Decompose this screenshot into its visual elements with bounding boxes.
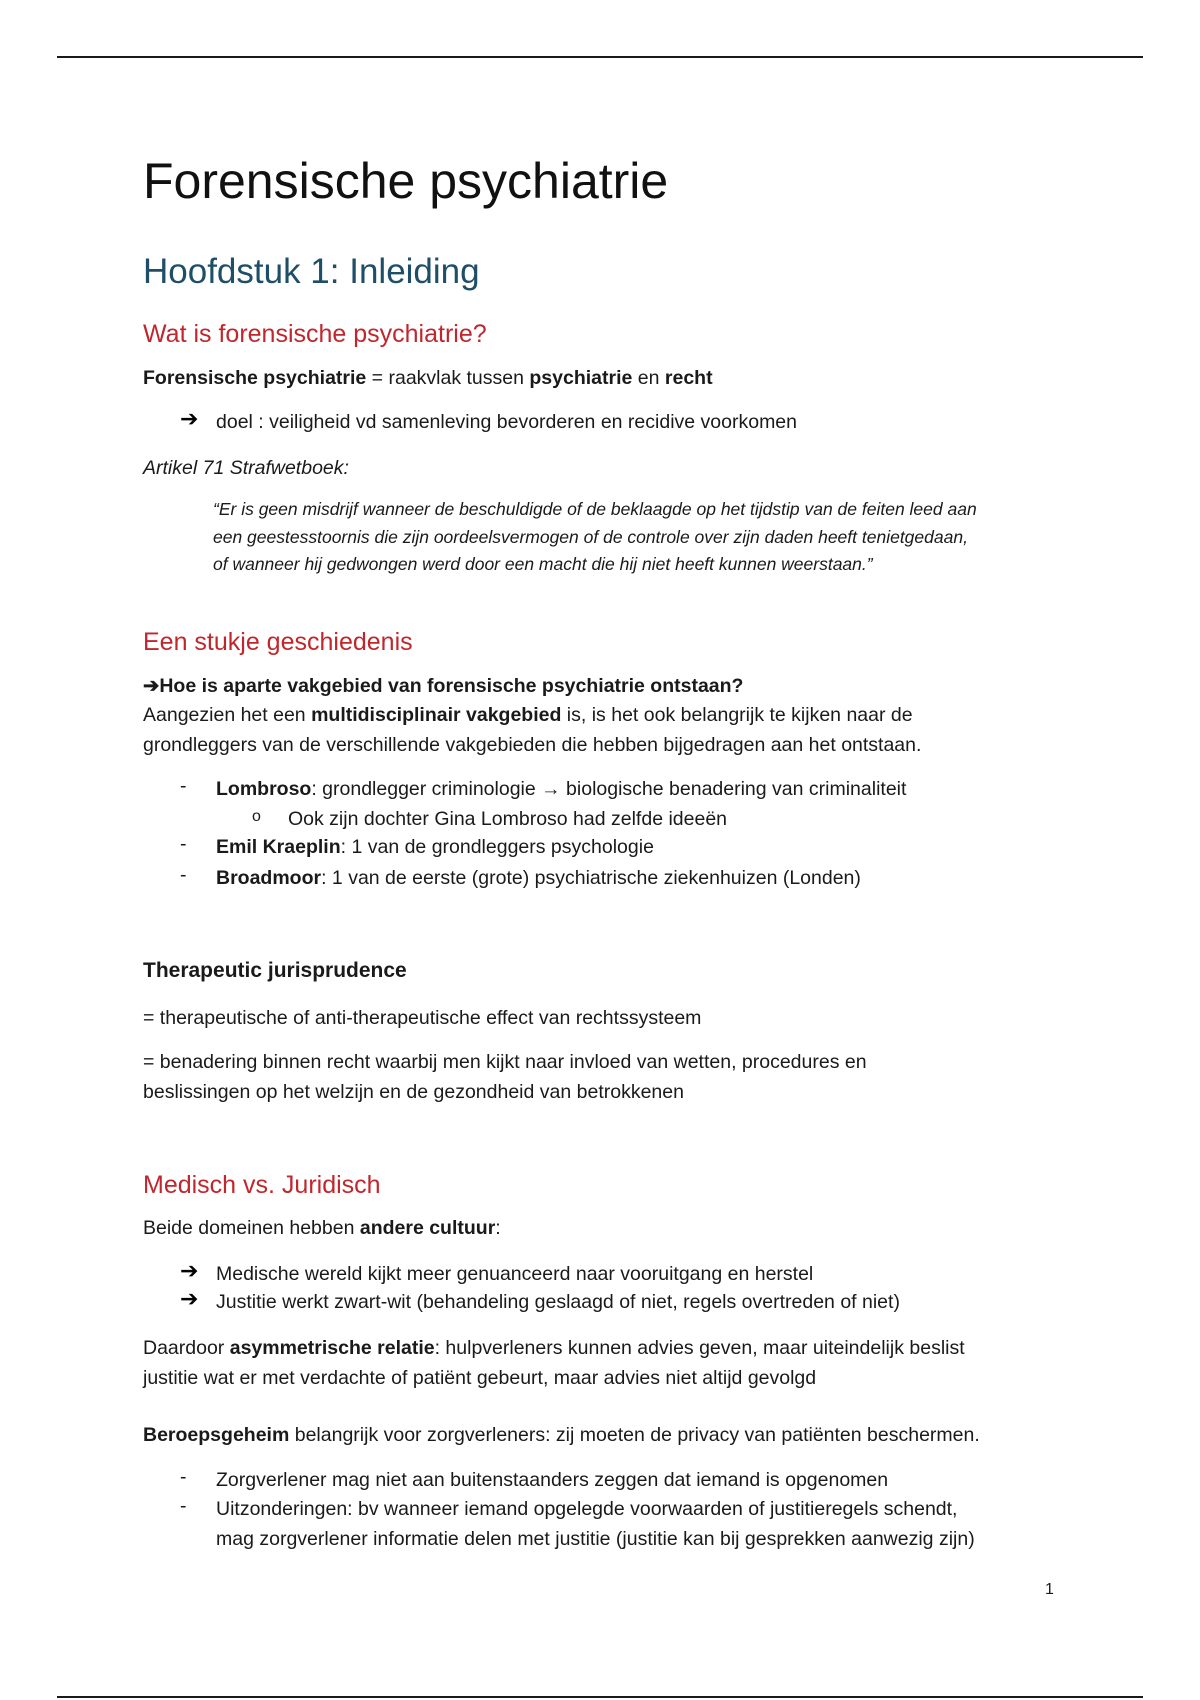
section-heading-medical-vs-legal: Medisch vs. Juridisch — [143, 1171, 381, 1199]
culture-intro: Beide domeinen hebben andere cultuur: — [143, 1217, 501, 1239]
article-label: Artikel 71 Strafwetboek: — [143, 457, 349, 479]
list-dash: - — [180, 1466, 187, 1488]
arrow-icon: ➔ — [180, 1286, 199, 1311]
list-item-kraeplin: Emil Kraeplin: 1 van de grondleggers psychologie — [216, 836, 654, 858]
list-dash: - — [180, 864, 187, 886]
secrecy-item-1: Zorgverlener mag niet aan buitenstaanders zeggen dat iemand is opgenomen — [216, 1469, 889, 1491]
arrow-item-medical: Medische wereld kijkt meer genuanceerd naar vooruitgang en herstel — [216, 1263, 814, 1285]
list-dash: - — [180, 1495, 187, 1517]
sublist-item-gina: Ook zijn dochter Gina Lombroso had zelfde ideeën — [288, 808, 728, 830]
arrow-icon: ➔ — [180, 1258, 199, 1283]
document-title: Forensische psychiatrie — [143, 153, 669, 209]
tj-definition-1: = therapeutische of anti-therapeutische effect van rechtssysteem — [143, 1007, 702, 1029]
arrow-item-justice: Justitie werkt zwart-wit (behandeling geslaagd of niet, regels overtreden of niet) — [216, 1291, 900, 1313]
arrow-icon: ➔ — [180, 406, 199, 431]
asymmetric-paragraph: Daardoor asymmetrische relatie: hulpverleners kunnen advies geven, maar uiteindelijk beslist justitie wat er met verdachte of patiënt gebeurt, maar advies niet altijd gevolgd — [143, 1337, 965, 1389]
professional-secrecy: Beroepsgeheim belangrijk voor zorgverleners: zij moeten de privacy van patiënten beschermen. — [143, 1424, 980, 1446]
article-quote: “Er is geen misdrijf wanneer de beschuldigde of de beklaagde op het tijdstip van de feiten leed aan een geestesstoornis die zijn oordeelsvermogen of de controle over zijn daden heeft tenietgedaan, of wanneer hij gedwongen werd door een macht die hij niet heeft kunnen weerstaan.” — [213, 499, 977, 574]
list-item-lombroso: Lombroso: grondlegger criminologie → biologische benadering van criminaliteit — [216, 778, 907, 800]
secrecy-item-2: Uitzonderingen: bv wanneer iemand opgelegde voorwaarden of justitieregels schendt, mag zorgverlener informatie delen met justitie (justitie kan bij gesprekken aanwezig zijn) — [216, 1498, 975, 1550]
sublist-bullet: o — [252, 808, 261, 825]
page-number: 1 — [1045, 1581, 1054, 1598]
list-dash: - — [180, 775, 187, 797]
definition-term: Forensische psychiatrie — [143, 367, 367, 389]
bottom-rule — [57, 1696, 1143, 1698]
top-rule — [57, 56, 1143, 58]
list-item-broadmoor: Broadmoor: 1 van de eerste (grote) psychiatrische ziekenhuizen (Londen) — [216, 867, 861, 889]
goal-text: doel : veiligheid vd samenleving bevorderen en recidive voorkomen — [216, 411, 798, 433]
definition-line: Forensische psychiatrie = raakvlak tussen psychiatrie en recht — [143, 367, 713, 389]
section-heading-history: Een stukje geschiedenis — [143, 628, 413, 656]
history-paragraph: Aangezien het een multidisciplinair vakgebied is, is het ook belangrijk te kijken naar de grondleggers van de verschillende vakgebieden die hebben bijgedragen aan het ontstaan. — [143, 704, 922, 756]
chapter-heading: Hoofdstuk 1: Inleiding — [143, 252, 480, 291]
section-heading-what-is: Wat is forensische psychiatrie? — [143, 320, 487, 348]
history-question: ➔Hoe is aparte vakgebied van forensische psychiatrie ontstaan? — [143, 675, 744, 697]
list-dash: - — [180, 833, 187, 855]
tj-definition-2: = benadering binnen recht waarbij men kijkt naar invloed van wetten, procedures en beslissingen op het welzijn en de gezondheid van betrokkenen — [143, 1051, 867, 1103]
subheading-therapeutic-jurisprudence: Therapeutic jurisprudence — [143, 959, 407, 982]
